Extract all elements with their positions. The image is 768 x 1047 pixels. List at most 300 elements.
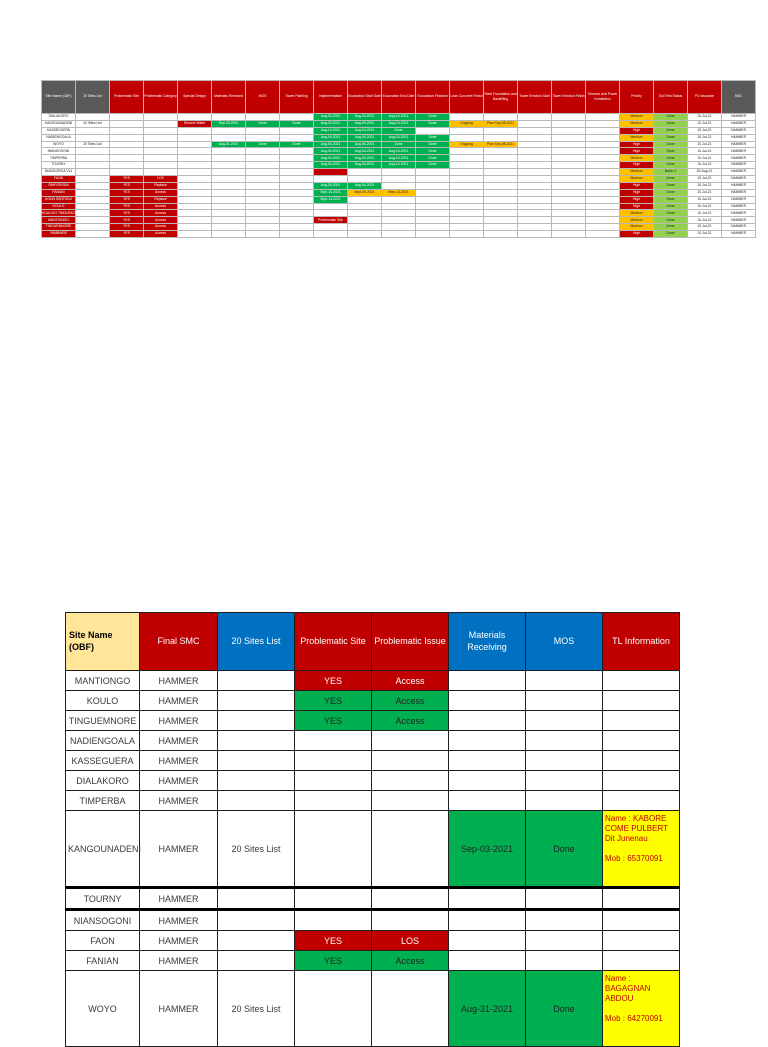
tracker-cell bbox=[450, 176, 484, 183]
tracker-cell bbox=[280, 114, 314, 121]
tracker-cell bbox=[110, 148, 144, 155]
tracker-cell bbox=[246, 169, 280, 176]
tracker-cell bbox=[518, 155, 552, 162]
tracker-cell: HAMMER bbox=[722, 203, 756, 210]
tracker-cell bbox=[110, 169, 144, 176]
tracker-cell bbox=[178, 127, 212, 134]
tracker-cell: Aug-04-2021 bbox=[348, 141, 382, 148]
tracker-cell: HAMMER bbox=[722, 189, 756, 196]
tracker-cell: HAMMER bbox=[722, 155, 756, 162]
summary-cell: Access bbox=[372, 711, 449, 731]
tracker-cell bbox=[348, 231, 382, 238]
summary-cell: YES bbox=[295, 931, 372, 951]
tracker-row bbox=[42, 217, 756, 224]
tracker-cell bbox=[348, 169, 382, 176]
tracker-cell bbox=[246, 217, 280, 224]
tracker-cell: HAMMER bbox=[722, 176, 756, 183]
tracker-cell bbox=[518, 176, 552, 183]
tracker-cell: HAMMER bbox=[722, 120, 756, 127]
summary-cell bbox=[218, 771, 295, 791]
summary-site-name-cell: FAON bbox=[66, 931, 140, 951]
summary-cell bbox=[218, 791, 295, 811]
summary-cell bbox=[449, 931, 526, 951]
summary-row bbox=[66, 711, 680, 731]
summary-cell bbox=[372, 751, 449, 771]
summary-cell bbox=[295, 791, 372, 811]
tracker-cell bbox=[144, 120, 178, 127]
tracker-cell: YES bbox=[110, 231, 144, 238]
tracker-cell: Done bbox=[654, 148, 688, 155]
tracker-cell bbox=[280, 210, 314, 217]
tracker-cell bbox=[450, 224, 484, 231]
tracker-cell bbox=[246, 210, 280, 217]
tracker-cell: 10-Jul-21 bbox=[688, 231, 722, 238]
tracker-cell: Done bbox=[654, 162, 688, 169]
tracker-cell bbox=[450, 134, 484, 141]
tracker-cell: 10-Jul-21 bbox=[688, 141, 722, 148]
tracker-cell bbox=[246, 148, 280, 155]
summary-cell: HAMMER bbox=[140, 931, 218, 951]
tracker-cell: 10-Jul-21 bbox=[688, 189, 722, 196]
tracker-cell: Done bbox=[654, 120, 688, 127]
site-summary-table bbox=[65, 612, 680, 1047]
tracker-cell bbox=[484, 162, 518, 169]
tracker-cell: Second Water bbox=[178, 120, 212, 127]
tracker-row bbox=[42, 169, 756, 176]
tracker-cell bbox=[416, 231, 450, 238]
summary-cell: Access bbox=[372, 951, 449, 971]
tracker-cell bbox=[586, 127, 620, 134]
tracker-cell bbox=[484, 196, 518, 203]
tracker-cell: Aug-31-2021 bbox=[212, 141, 246, 148]
tracker-cell: Sept-13-2021 bbox=[382, 189, 416, 196]
tracker-cell: Aug-14-2021 bbox=[382, 155, 416, 162]
tracker-cell bbox=[450, 155, 484, 162]
tracker-site-name-cell: FAON bbox=[42, 176, 76, 183]
tracker-cell bbox=[552, 224, 586, 231]
tracker-cell bbox=[178, 203, 212, 210]
tracker-cell: Medium bbox=[620, 120, 654, 127]
tracker-cell bbox=[586, 217, 620, 224]
tracker-cell: Aug-14-2021 bbox=[382, 148, 416, 155]
tracker-cell bbox=[280, 162, 314, 169]
tracker-row bbox=[42, 162, 756, 169]
summary-cell bbox=[526, 711, 603, 731]
tracker-cell bbox=[212, 224, 246, 231]
tracker-header-cell: Problematic Site bbox=[110, 81, 144, 114]
tracker-cell: Ongoing bbox=[450, 141, 484, 148]
tracker-cell bbox=[144, 148, 178, 155]
summary-cell bbox=[218, 951, 295, 971]
tracker-cell bbox=[76, 114, 110, 121]
summary-cell: Aug-31-2021 bbox=[449, 971, 526, 1047]
tracker-cell: Aug-14-2021 bbox=[348, 127, 382, 134]
tracker-cell bbox=[484, 169, 518, 176]
tracker-cell bbox=[484, 231, 518, 238]
tracker-cell bbox=[212, 162, 246, 169]
tracker-cell bbox=[110, 141, 144, 148]
tracker-site-name-cell: TINGUEMNORE bbox=[42, 224, 76, 231]
summary-cell bbox=[603, 771, 680, 791]
summary-header-cell: MOS bbox=[526, 613, 603, 671]
tracker-cell: Medium bbox=[620, 217, 654, 224]
summary-cell bbox=[295, 971, 372, 1047]
tracker-site-name-cell: KANGOUNADENI bbox=[42, 120, 76, 127]
summary-cell: Sep-03-2021 bbox=[449, 811, 526, 888]
tracker-cell bbox=[76, 176, 110, 183]
tracker-cell: 10-Jul-21 bbox=[688, 162, 722, 169]
tracker-cell bbox=[382, 169, 416, 176]
tracker-cell: HAMMER bbox=[722, 217, 756, 224]
tracker-cell: YES bbox=[110, 176, 144, 183]
tracker-cell: YES bbox=[110, 182, 144, 189]
tracker-cell bbox=[280, 189, 314, 196]
tracker-cell bbox=[246, 189, 280, 196]
tracker-cell bbox=[552, 155, 586, 162]
tracker-cell bbox=[484, 217, 518, 224]
tracker-cell: Done bbox=[416, 155, 450, 162]
tracker-cell: Aug-04-2021 bbox=[348, 114, 382, 121]
tracker-cell bbox=[246, 203, 280, 210]
tracker-cell bbox=[314, 169, 348, 176]
tracker-cell bbox=[586, 141, 620, 148]
tracker-cell bbox=[586, 224, 620, 231]
summary-cell bbox=[295, 731, 372, 751]
tracker-cell bbox=[246, 127, 280, 134]
summary-cell: HAMMER bbox=[140, 888, 218, 910]
tracker-cell bbox=[586, 176, 620, 183]
summary-cell bbox=[295, 910, 372, 931]
tracker-cell bbox=[314, 231, 348, 238]
tracker-cell bbox=[212, 196, 246, 203]
tracker-cell: Done bbox=[382, 127, 416, 134]
tracker-cell: Aug-04-2021 bbox=[314, 148, 348, 155]
tracker-cell: Sept-14-2021 bbox=[314, 189, 348, 196]
tracker-header-cell: Implementation bbox=[314, 81, 348, 114]
tracker-cell bbox=[552, 114, 586, 121]
tracker-cell bbox=[586, 155, 620, 162]
tracker-cell: Done bbox=[416, 162, 450, 169]
summary-cell bbox=[372, 971, 449, 1047]
summary-cell bbox=[603, 711, 680, 731]
tracker-cell bbox=[484, 203, 518, 210]
tracker-cell: HAMMER bbox=[722, 169, 756, 176]
tracker-cell bbox=[552, 196, 586, 203]
tracker-cell bbox=[246, 224, 280, 231]
tracker-cell: YES bbox=[110, 210, 144, 217]
tracker-cell bbox=[382, 182, 416, 189]
tracker-cell bbox=[280, 217, 314, 224]
tracker-cell bbox=[586, 189, 620, 196]
summary-cell bbox=[449, 751, 526, 771]
summary-cell: HAMMER bbox=[140, 711, 218, 731]
summary-cell: HAMMER bbox=[140, 731, 218, 751]
tracker-cell bbox=[518, 231, 552, 238]
tracker-cell: Done bbox=[416, 120, 450, 127]
tracker-cell: Access bbox=[144, 203, 178, 210]
tracker-cell: Aug-04-2021 bbox=[314, 134, 348, 141]
tracker-cell: Done bbox=[654, 189, 688, 196]
tracker-row bbox=[42, 210, 756, 217]
tracker-cell bbox=[280, 134, 314, 141]
tracker-cell: Replace bbox=[144, 196, 178, 203]
tracker-cell: 10-Jul-21 bbox=[688, 176, 722, 183]
tracker-cell bbox=[450, 217, 484, 224]
tracker-cell bbox=[178, 231, 212, 238]
tracker-cell bbox=[76, 231, 110, 238]
tracker-cell bbox=[416, 169, 450, 176]
tracker-header-cell: SMC bbox=[722, 81, 756, 114]
tracker-cell: Aug-14-2021 bbox=[382, 114, 416, 121]
tracker-cell bbox=[280, 224, 314, 231]
tracker-cell bbox=[178, 169, 212, 176]
tracker-cell bbox=[314, 203, 348, 210]
tracker-cell bbox=[518, 169, 552, 176]
summary-cell bbox=[218, 888, 295, 910]
summary-site-name-cell: TOURNY bbox=[66, 888, 140, 910]
summary-cell: YES bbox=[295, 671, 372, 691]
tracker-cell: Problematic Site bbox=[314, 217, 348, 224]
tracker-cell bbox=[110, 114, 144, 121]
tracker-cell bbox=[552, 162, 586, 169]
summary-row bbox=[66, 931, 680, 951]
tracker-cell: Sept-09-2021 bbox=[348, 189, 382, 196]
tracker-cell: Done bbox=[654, 155, 688, 162]
tracker-header-cell: Problematic Category bbox=[144, 81, 178, 114]
summary-header-cell: Problematic Issue bbox=[372, 613, 449, 671]
tracker-cell bbox=[178, 189, 212, 196]
tracker-cell: Done bbox=[416, 148, 450, 155]
tracker-cell bbox=[178, 155, 212, 162]
tracker-cell: Aug-04-2021 bbox=[348, 182, 382, 189]
tracker-cell bbox=[348, 210, 382, 217]
tracker-cell bbox=[518, 210, 552, 217]
summary-site-name-cell: TIMPERBA bbox=[66, 791, 140, 811]
tracker-cell bbox=[76, 127, 110, 134]
summary-cell bbox=[218, 910, 295, 931]
tracker-cell: High bbox=[620, 196, 654, 203]
tracker-header-cell: Telecom and Power Installation bbox=[586, 81, 620, 114]
tracker-cell bbox=[586, 231, 620, 238]
tracker-cell: Sep-03-2021 bbox=[212, 120, 246, 127]
tracker-cell bbox=[450, 162, 484, 169]
tracker-cell: Done bbox=[654, 114, 688, 121]
tracker-cell: Batch 2 bbox=[654, 169, 688, 176]
tracker-site-name-cell: SIMPOROBA bbox=[42, 182, 76, 189]
tracker-site-name-cell: WOYO bbox=[42, 141, 76, 148]
summary-header-cell: Site Name (OBF) bbox=[66, 613, 140, 671]
summary-cell: Done bbox=[526, 971, 603, 1047]
summary-row bbox=[66, 671, 680, 691]
tracker-cell bbox=[416, 182, 450, 189]
tracker-cell bbox=[518, 127, 552, 134]
tracker-cell: Aug-04-2021 bbox=[314, 162, 348, 169]
tracker-cell bbox=[280, 148, 314, 155]
tracker-cell bbox=[178, 134, 212, 141]
tracker-header-cell: PO Issuance bbox=[688, 81, 722, 114]
tracker-header-cell: Lean Concrete Finish bbox=[450, 81, 484, 114]
summary-cell bbox=[449, 910, 526, 931]
tracker-body bbox=[42, 114, 756, 238]
summary-cell: Name : KABORE COME PULBERT Dit Junenau Mob : 65370091 bbox=[603, 811, 680, 888]
tracker-header-cell: Soil Test Status bbox=[654, 81, 688, 114]
tracker-cell bbox=[212, 134, 246, 141]
summary-row bbox=[66, 751, 680, 771]
summary-cell bbox=[295, 751, 372, 771]
tracker-cell bbox=[518, 148, 552, 155]
summary-cell bbox=[603, 671, 680, 691]
tracker-cell: Done bbox=[654, 141, 688, 148]
tracker-row bbox=[42, 141, 756, 148]
summary-row bbox=[66, 731, 680, 751]
summary-cell: Access bbox=[372, 691, 449, 711]
tracker-cell: Done bbox=[416, 134, 450, 141]
tracker-cell: Plan Sep-08-2021 bbox=[484, 141, 518, 148]
tracker-cell: High bbox=[620, 148, 654, 155]
tracker-cell bbox=[280, 176, 314, 183]
tracker-cell: Aug-04-2021 bbox=[314, 155, 348, 162]
summary-row bbox=[66, 951, 680, 971]
tracker-cell: High bbox=[620, 203, 654, 210]
tracker-header-cell: Tower Erection Finish bbox=[552, 81, 586, 114]
tracker-cell bbox=[76, 189, 110, 196]
tracker-cell bbox=[484, 224, 518, 231]
tracker-cell: Done bbox=[382, 141, 416, 148]
tracker-site-name-cell: KOULIKO TINGUEKORO bbox=[42, 210, 76, 217]
tracker-cell bbox=[450, 148, 484, 155]
summary-cell bbox=[526, 888, 603, 910]
tracker-cell: HAMMER bbox=[722, 134, 756, 141]
summary-cell bbox=[526, 931, 603, 951]
tracker-cell bbox=[518, 196, 552, 203]
tracker-cell: Done bbox=[654, 217, 688, 224]
summary-row bbox=[66, 910, 680, 931]
tracker-row bbox=[42, 127, 756, 134]
tracker-cell: High bbox=[620, 189, 654, 196]
summary-cell: HAMMER bbox=[140, 791, 218, 811]
tracker-cell bbox=[586, 120, 620, 127]
summary-cell bbox=[603, 691, 680, 711]
tracker-cell: Aug-04-2021 bbox=[348, 148, 382, 155]
tracker-site-name-cell: FANIAN bbox=[42, 189, 76, 196]
tracker-row bbox=[42, 148, 756, 155]
tracker-cell bbox=[484, 176, 518, 183]
tracker-cell: Medium bbox=[620, 169, 654, 176]
tracker-cell bbox=[484, 114, 518, 121]
tracker-cell bbox=[76, 196, 110, 203]
tracker-cell bbox=[178, 141, 212, 148]
summary-cell bbox=[526, 951, 603, 971]
tracker-cell bbox=[178, 176, 212, 183]
tracker-cell bbox=[552, 141, 586, 148]
tracker-cell: 10-Jul-21 bbox=[688, 182, 722, 189]
summary-cell bbox=[295, 771, 372, 791]
tracker-cell bbox=[450, 114, 484, 121]
tracker-cell: Done bbox=[416, 114, 450, 121]
tracker-cell: High bbox=[620, 231, 654, 238]
tracker-header-cell: Excavation Start Date bbox=[348, 81, 382, 114]
summary-site-name-cell: DIALAKORO bbox=[66, 771, 140, 791]
tracker-cell bbox=[450, 210, 484, 217]
tracker-cell bbox=[586, 134, 620, 141]
tracker-cell: Done bbox=[654, 231, 688, 238]
summary-cell bbox=[603, 931, 680, 951]
tracker-cell bbox=[450, 189, 484, 196]
summary-cell: LOS bbox=[372, 931, 449, 951]
summary-cell bbox=[295, 811, 372, 888]
tracker-cell: Done bbox=[654, 127, 688, 134]
summary-cell bbox=[449, 888, 526, 910]
tracker-cell: Ongoing bbox=[450, 120, 484, 127]
tracker-cell bbox=[246, 155, 280, 162]
tracker-cell bbox=[518, 217, 552, 224]
tracker-cell bbox=[348, 176, 382, 183]
tracker-cell bbox=[212, 210, 246, 217]
tracker-cell bbox=[144, 141, 178, 148]
summary-cell bbox=[603, 731, 680, 751]
tracker-cell bbox=[212, 203, 246, 210]
tracker-row bbox=[42, 134, 756, 141]
summary-row bbox=[66, 771, 680, 791]
tracker-cell bbox=[586, 169, 620, 176]
summary-header-cell: TL Information bbox=[603, 613, 680, 671]
tracker-cell bbox=[382, 231, 416, 238]
tracker-cell: High bbox=[620, 162, 654, 169]
tracker-site-name-cell: MANTIONGO bbox=[42, 217, 76, 224]
summary-cell bbox=[603, 951, 680, 971]
tracker-cell bbox=[552, 127, 586, 134]
tracker-cell bbox=[144, 169, 178, 176]
tracker-cell bbox=[586, 203, 620, 210]
summary-cell: Access bbox=[372, 671, 449, 691]
tracker-cell: Aug-04-2021 bbox=[314, 141, 348, 148]
tracker-cell bbox=[110, 127, 144, 134]
summary-header-cell: Problematic Site bbox=[295, 613, 372, 671]
tracker-cell: Aug-04-2021 bbox=[348, 120, 382, 127]
tracker-cell: High bbox=[620, 127, 654, 134]
tracker-cell bbox=[484, 182, 518, 189]
tracker-cell bbox=[382, 224, 416, 231]
tracker-cell: Aug-04-2021 bbox=[348, 155, 382, 162]
tracker-cell: 10-Jul-21 bbox=[688, 155, 722, 162]
tracker-cell: HAMMER bbox=[722, 127, 756, 134]
tracker-header-cell: Tower Painting bbox=[280, 81, 314, 114]
tracker-cell: Aug-14-2021 bbox=[314, 127, 348, 134]
tracker-cell bbox=[280, 127, 314, 134]
tracker-header-cell: Priority bbox=[620, 81, 654, 114]
tracker-cell: Aug-04-2021 bbox=[314, 120, 348, 127]
summary-cell bbox=[218, 711, 295, 731]
summary-site-name-cell: NIANSOGONI bbox=[66, 910, 140, 931]
summary-cell bbox=[603, 791, 680, 811]
tracker-cell bbox=[518, 182, 552, 189]
tracker-cell bbox=[586, 162, 620, 169]
summary-site-name-cell: TINGUEMNORE bbox=[66, 711, 140, 731]
tracker-cell bbox=[552, 210, 586, 217]
tracker-cell: 10-Jul-21 bbox=[688, 210, 722, 217]
tracker-cell bbox=[416, 217, 450, 224]
summary-cell: HAMMER bbox=[140, 771, 218, 791]
summary-cell bbox=[372, 731, 449, 751]
summary-cell: YES bbox=[295, 691, 372, 711]
tracker-cell bbox=[348, 203, 382, 210]
tracker-cell: YES bbox=[110, 217, 144, 224]
tracker-cell bbox=[76, 155, 110, 162]
tracker-cell bbox=[280, 196, 314, 203]
tracker-row bbox=[42, 114, 756, 121]
tracker-cell bbox=[76, 203, 110, 210]
summary-body bbox=[66, 671, 680, 1047]
